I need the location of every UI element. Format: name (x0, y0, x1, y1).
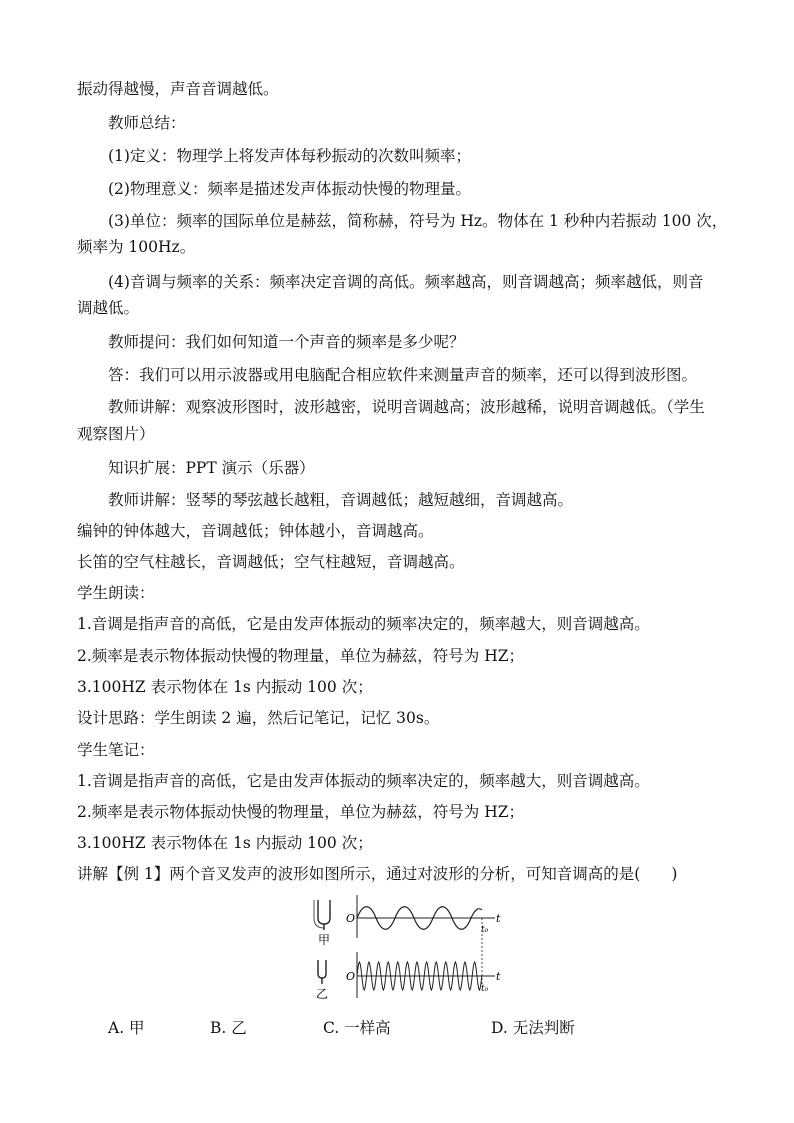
text-line: 教师总结： (108, 114, 186, 132)
text-line: 1.音调是指声音的高低，它是由发声体振动的频率决定的，频率越大，则音调越高。 (77, 772, 650, 790)
text-line: 3.100HZ 表示物体在 1s 内振动 100 次； (77, 834, 373, 852)
text-line: (2)物理意义：频率是描述发声体振动快慢的物理量。 (108, 180, 471, 198)
t0-top: t₀ (481, 925, 489, 935)
option-b[interactable]: B. 乙 (210, 1019, 247, 1037)
text-line: (4)音调与频率的关系：频率决定音调的高低。频率越高，则音调越高；频率越低，则音 (108, 273, 704, 291)
text-line: (3)单位：频率的国际单位是赫兹，简称赫，符号为 Hz。物体在 1 秒种内若振动 100 次， (108, 212, 728, 230)
text-line: 3.100HZ 表示物体在 1s 内振动 100 次； (77, 678, 373, 696)
text-line: 答：我们可以用示波器或用电脑配合相应软件来测量声音的频率，还可以得到波形图。 (108, 366, 698, 384)
text-line: 长笛的空气柱越长，音调越低；空气柱越短，音调越高。 (77, 553, 465, 571)
text-line: 教师提问：我们如何知道一个声音的频率是多少呢？ (108, 333, 465, 351)
label-bottom: 乙 (316, 987, 329, 1001)
t-axis-top: t (496, 912, 501, 925)
t0-bottom: t₀ (481, 984, 489, 994)
waveform-bottom (357, 962, 482, 990)
label-top: 甲 (318, 933, 331, 947)
tuning-fork-icon (314, 900, 330, 930)
text-line: 2.频率是表示物体振动快慢的物理量，单位为赫兹，符号为 HZ； (77, 803, 525, 821)
text-line: 观察图片） (77, 425, 155, 443)
text-line: 调越低。 (77, 299, 140, 317)
text-line: 教师讲解：观察波形图时，波形越密，说明音调越高；波形越稀，说明音调越低。（学生 (108, 398, 705, 416)
option-d[interactable]: D. 无法判断 (491, 1019, 575, 1037)
text-line: (1)定义：物理学上将发声体每秒振动的次数叫频率； (108, 147, 471, 165)
origin-bottom: O (346, 970, 356, 983)
text-line: 学生朗读： (77, 584, 155, 602)
text-line: 设计思路：学生朗读 2 遍，然后记笔记，记忆 30s。 (77, 709, 440, 727)
option-c[interactable]: C. 一样高 (323, 1019, 391, 1037)
text-line: 教师讲解：竖琴的琴弦越长越粗，音调越低；越短越细，音调越高。 (108, 491, 574, 509)
text-line: 1.音调是指声音的高低，它是由发声体振动的频率决定的，频率越大，则音调越高。 (77, 615, 650, 633)
text-line: 频率为 100Hz。 (77, 238, 196, 256)
text-line: 编钟的钟体越大，音调越低；钟体越小，音调越高。 (77, 522, 434, 540)
text-line: 振动得越慢，声音音调越低。 (77, 80, 279, 98)
text-line: 学生笔记： (77, 741, 155, 759)
origin-top: O (346, 912, 356, 925)
text-line: 知识扩展：PPT 演示（乐器） (108, 459, 315, 477)
waveform-figure (300, 892, 510, 1002)
option-a[interactable]: A. 甲 (108, 1019, 145, 1037)
t-axis-bottom: t (496, 970, 501, 983)
tuning-fork-icon (318, 960, 326, 984)
text-line: 讲解【例 1】两个音叉发声的波形如图所示，通过对波形的分析，可知音调高的是( ) (77, 865, 678, 883)
text-line: 2.频率是表示物体振动快慢的物理量，单位为赫兹，符号为 HZ； (77, 647, 525, 665)
